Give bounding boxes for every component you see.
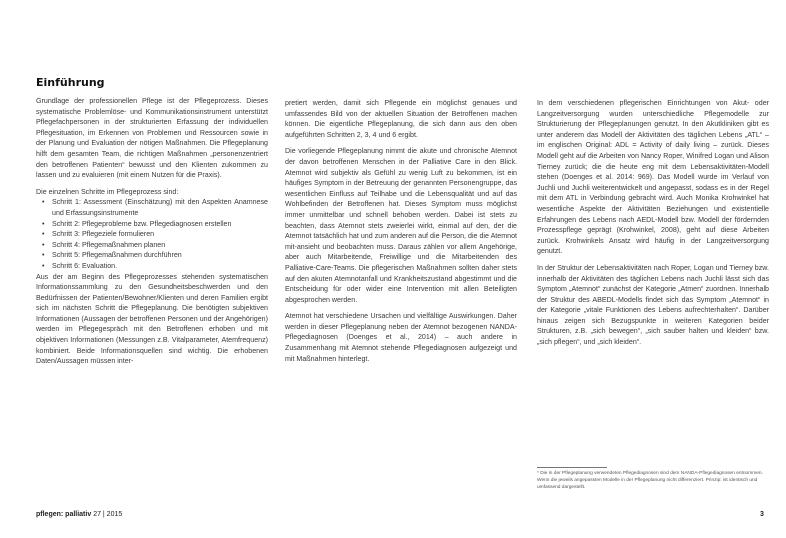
journal-issue: 27 | 2015 (93, 511, 123, 518)
paragraph: pretiert werden, damit sich Pflegende ein möglichst genaues und umfassendes Bild von der aktuellen Situation der Betroffenen machen können. Die eigentliche Pflegeplanung, die sich dann aus den oben aufgeführten Schritten 2, 3, 4 und 6 ergibt. (285, 99, 517, 139)
text-column-3 (537, 98, 769, 354)
paragraph: In der Struktur der Lebensaktivitäten nach Roper, Logan und Tierney bzw. innerhalb der Aktivitäten des täglichen Lebens nach Juchli lässt sich das Symptom „Atemnot“ zunächst der Kategorie „Atmen“ zuordnen. Innerhalb der Struktur des ABEDL-Modells findet sich das Symptom „Atemnot“ in der Kategorie „vitale Funktionen des Lebens aufrechterhalten“. Darüber hinaus zeigen sich Bezugspunkte in weiteren Kategorien beider Strukturen, z.B. „sich bewegen“, „sich sauber halten und kleiden“ bzw. „sich pflegen“, und „sich kleiden“. (537, 263, 769, 347)
footnote-divider (537, 467, 607, 468)
paragraph: Atemnot hat verschiedene Ursachen und vielfältige Auswirkungen. Daher werden in dieser Pflegeplanung neben der Atemnot bezogenen NANDA-Pflegediagnosen (Doenges et al., 2014) – auch andere in Zusammenhang mit Atemnot stehende Pflegediagnosen aufgezeigt und mit Maßnahmen hinterlegt. (285, 312, 517, 363)
section-heading: Einführung (36, 76, 105, 89)
list-intro: Die einzelnen Schritte im Pflegeprozess sind: (36, 187, 179, 196)
paragraph: Die vorliegende Pflegeplanung nimmt die akute und chronische Atemnot der davon betroffenen Menschen in der Palliative Care in den Blick. Atemnot wird subjektiv als Gefühl zu wenig Luft zu bekommen, ist ein häufiges Symptom in der Betreuung der genannten Personengruppe, das wesentlichen Einfluss auf Teilhabe und die Lebensqualität und auf das Wohlbefinden der Betroffenen hat. Dieses Symptom muss möglichst immer unmittelbar und schnell behoben werden. Dabei ist stets zu beachten, dass Atemnot stets zweierlei wirkt, einmal auf den, der die Atemnot tatsächlich hat und zum anderen auf die Person, die die Atemnot mit-ansieht und beobachten muss. Daraus zählen vor allem Angehörige, aber auch Mitarbeitende, Freiwillige und die Mitarbeitenden des Palliative-Care-Teams. Die pflegerischen Maßnahmen sollten daher stets auf den akuten Atemnotanfall und Krankheitszustand abgestimmt und die Entscheidung für oder wider eine Intervention mit allen Beteiligten abgesprochen werden. (285, 147, 517, 304)
journal-name: pflegen: palliativ (36, 511, 92, 518)
page-number: 3 (760, 511, 764, 518)
text-column-2 (285, 98, 517, 370)
paragraph: Grundlage der professionellen Pflege ist der Pflegeprozess. Dieses systematische Problemlöse- und Kommunikationsinstrument unterstützt Pflegefachpersonen in der strukturierten Erfassung der individuellen Pflegesituation, im Erkennen von Problemen und Ressourcen sowie in der Planung und Evaluation der nötigen Maßnahmen. Die Pflegeplanung hilft dem gesamten Team, die richtigen Maßnahmen „personenzentriert den betroffenen Patienten“ bewusst und den Klienten zukommen zu lassen und zu evaluieren (mit einem Nutzen für die Praxis). (36, 97, 268, 180)
list-item: • Schritt 6: Evaluation. (46, 261, 268, 272)
list-item: • Schritt 2: Pflegeprobleme bzw. Pflegediagnosen erstellen (46, 219, 268, 230)
step-list (36, 197, 268, 271)
paragraph: In dem verschiedenen pflegerischen Einrichtungen von Akut- oder Langzeitversorgung wurden unterschiedliche Pflegemodelle zur Strukturierung der Pflegeplanungen genutzt. In den Akutkliniken gibt es unter anderem das Modell der Aktivitäten des täglichen Lebens „ATL“ – im englischen Original: ADL = Activity of daily living – zurück. Dieses Modell geht auf die Arbeiten von Nancy Roper, Winifred Logan und Alison Tierney zurück; die die heute eng mit dem Lebensaktivitäten-Modell stehen (Doenges et al. 2014: 969). Das Modell wurde im Verlauf von Juchli und Juchli weiterentwickelt und angepasst, sodass es in der Regel mit dem ATL in Verbindung gebracht wird. Auch Monika Krohwinkel hat wesentliche Aspekte der Aktivitäten Beziehungen und existentielle Erfahrungen des Lebens nach AEDL-Modell bzw. Modell der fördernden Prozesspflege geprägt (Krohwinkel, 2008), geht auf diese Arbeiten zurück. Krohwinkels Ansatz wird häufig in der Langzeitversorgung genutzt. (537, 99, 769, 256)
list-item: • Schritt 5: Pflegemaßnahmen durchführen (46, 250, 268, 261)
journal-footer (36, 511, 122, 518)
text-column-1 (36, 96, 268, 373)
paragraph: Aus der am Beginn des Pflegeprozesses stehenden systematischen Informationssammlung zu den Gesundheitsbeschwerden und den Bedürfnissen der Patienten/Bewohner/Klienten und deren Familien ergibt sich im nächsten Schritt die Pflegeplanung. Die benötigten subjektiven Informationen (Aussagen der betroffenen Personen und der Angehörigen) werden im Pflegegespräch mit den Betroffenen erhoben und mit objektiven Informationen (Messungen z.B. Vitalparameter, Atemfrequenz) kombiniert. Beide Informationsquellen sind wichtig. Die erhobenen Daten/Aussagen müssen inter- (36, 272, 268, 366)
list-item: • Schritt 4: Pflegemaßnahmen planen (46, 240, 268, 251)
list-item: • Schritt 3: Pflegeziele formulieren (46, 229, 268, 240)
list-item: • Schritt 1: Assessment (Einschätzung) mit den Aspekten Anamnese und Erfassungsinstrumente (46, 197, 268, 218)
footnote: * Die in der Pflegeplanung verwendeten Pflegediagnosen sind dem NANDA-Pflegediagnosen entnommen. Wenn die jeweils angepassten Modelle in der Pflegeplanung nicht differenziert. Prinzip: ist identisch und umfassend dargestellt. (537, 471, 763, 490)
